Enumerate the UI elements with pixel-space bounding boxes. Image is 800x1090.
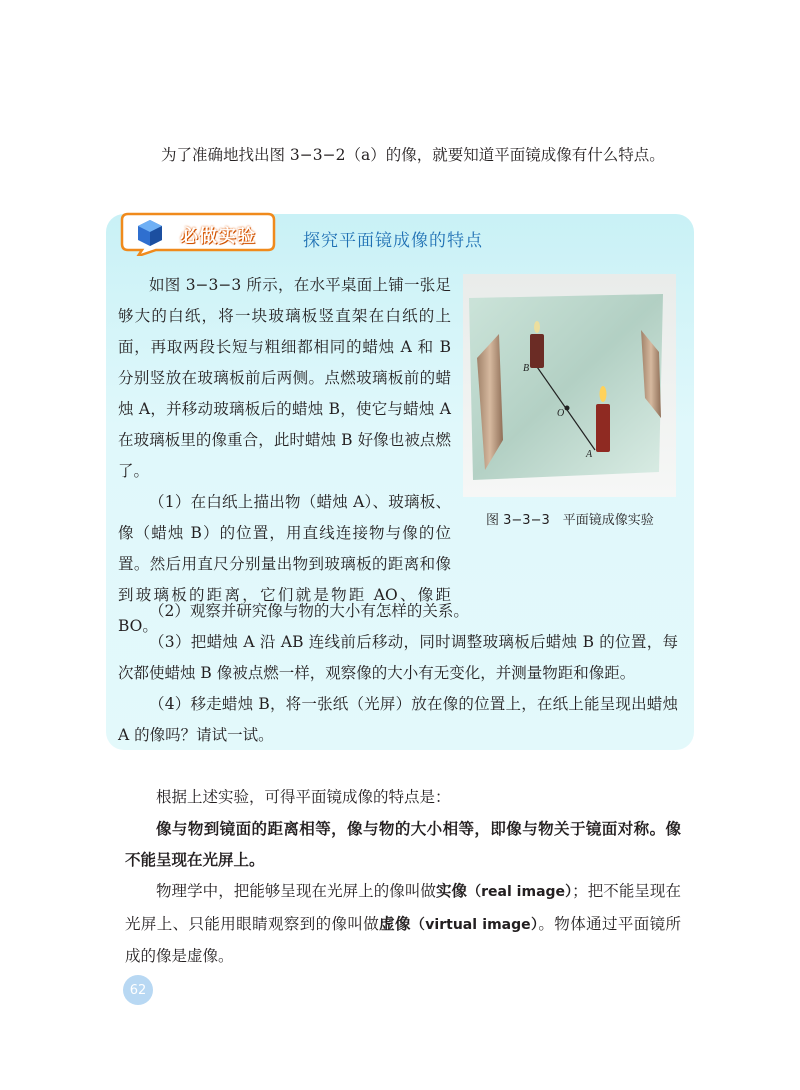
candle-a xyxy=(596,404,610,452)
term-virtual-image: 虚像 xyxy=(379,914,411,933)
point-o xyxy=(565,406,570,411)
candle-b xyxy=(530,334,544,368)
term-virtual-image-en: （virtual image） xyxy=(410,917,539,933)
conclusion-bold: 像与物到镜面的距离相等，像与物的大小相等，即像与物关于镜面对称。像不能呈现在光屏上。 xyxy=(125,819,681,869)
definition-paragraph xyxy=(125,875,681,972)
page-number: 62 xyxy=(123,975,153,1005)
label-b: B xyxy=(523,363,530,374)
label-o: O xyxy=(557,408,565,419)
term-real-image-en: （real image） xyxy=(467,884,573,900)
intro-text: 为了准确地找出图 3−3−2（a）的像，就要知道平面镜成像有什么特点。 xyxy=(161,146,665,164)
mirror-experiment-figure xyxy=(463,274,676,497)
term-real-image: 实像 xyxy=(435,881,468,900)
definition-part-3: 。物体通过平面镜所成的像是虚像。 xyxy=(125,915,681,965)
experiment-paragraph-1: 如图 3−3−3 所示，在水平桌面上铺一张足够大的白纸，将一块玻璃板竖直架在白纸的上面，再取两段长短与粗细都相同的蜡烛 A 和 B 分别竖放在玻璃板前后两侧。点燃玻璃板前的蜡烛 A，并移动玻璃板后的蜡烛 B，使它与蜡烛 A 在玻璃板里的像重合，此时蜡烛 B 好像也被点燃了。 xyxy=(118,276,451,480)
figure-caption: 图 3−3−3 平面镜成像实验 xyxy=(486,513,654,528)
conclusion-lead: 根据上述实验，可得平面镜成像的特点是： xyxy=(156,788,451,806)
experiment-title: 探究平面镜成像的特点 xyxy=(303,231,483,251)
definition-part-2: ；把不能呈现在光屏上、只能用眼睛观察到的像叫做 xyxy=(125,882,681,933)
experiment-step-4: （4）移走蜡烛 B，将一张纸（光屏）放在像的位置上，在纸上能呈现出蜡烛 A 的像吗？请试一试。 xyxy=(118,695,678,744)
definition-part-1: 物理学中，把能够呈现在光屏上的像叫做 xyxy=(156,882,436,900)
experiment-step-2: （2）观察并研究像与物的大小有怎样的关系。 xyxy=(149,602,469,620)
experiment-step-1: （1）在白纸上描出物（蜡烛 A）、玻璃板、像（蜡烛 B）的位置，用直线连接物与像的位置。然后用直尺分别量出物到玻璃板的距离和像到玻璃板的距离，它们就是物距 AO、像距 BO。 xyxy=(118,493,451,635)
experiment-text-full xyxy=(118,596,678,751)
label-a: A xyxy=(586,449,593,460)
candle-b-flame xyxy=(534,321,540,333)
candle-a-flame xyxy=(600,386,607,402)
badge-label: 必做实验 xyxy=(180,226,256,247)
experiment-step-3: （3）把蜡烛 A 沿 AB 连线前后移动，同时调整玻璃板后蜡烛 B 的位置，每次都使蜡烛 B 像被点燃一样，观察像的大小有无变化，并测量物距和像距。 xyxy=(118,633,678,682)
experiment-text-wrapped xyxy=(118,270,451,642)
conclusion-text xyxy=(125,782,681,972)
